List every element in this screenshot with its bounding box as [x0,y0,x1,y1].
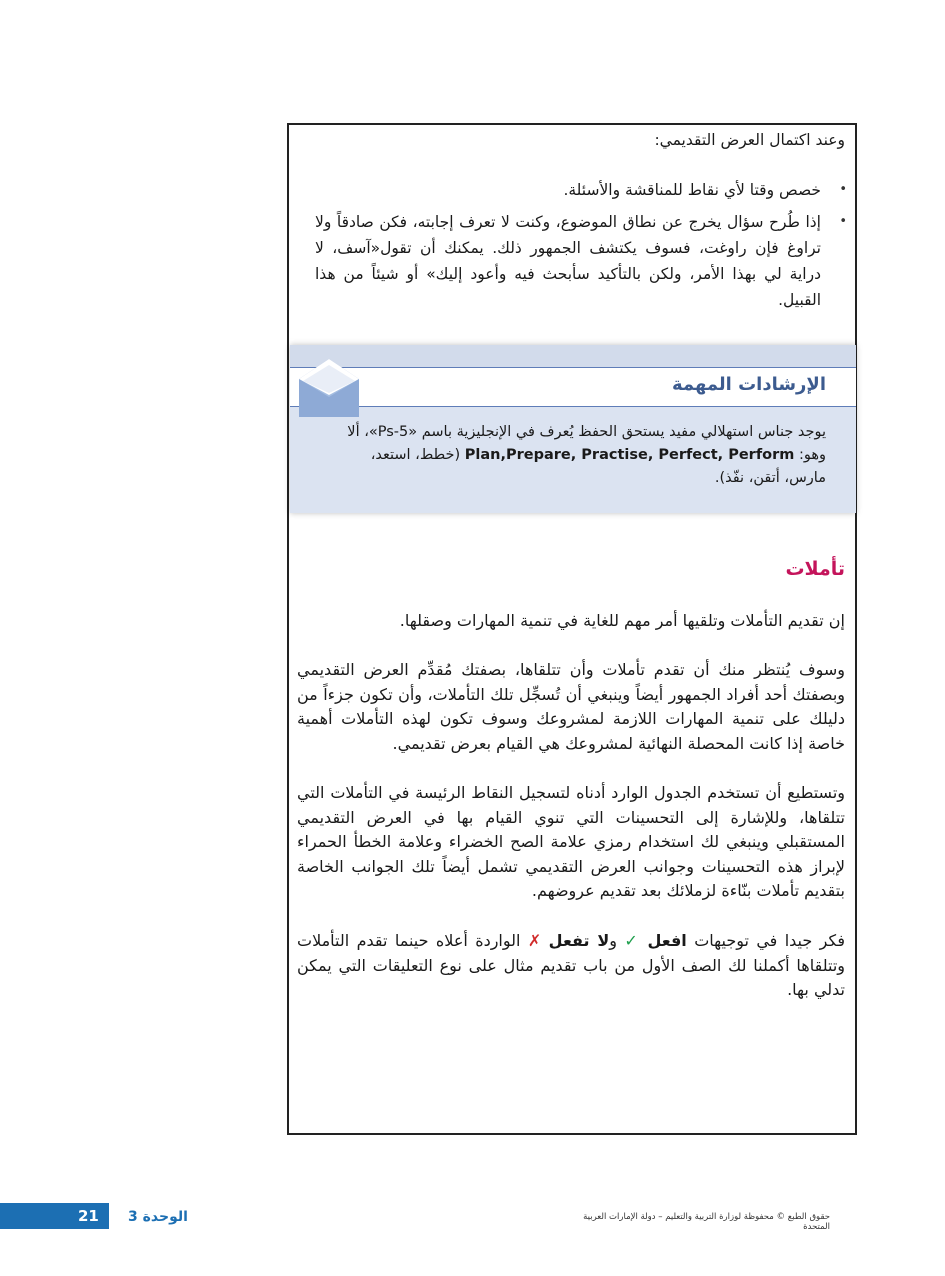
envelope-icon [297,357,361,419]
dont-label: لا تفعل [548,931,610,950]
list-item: • إذا طُرح سؤال يخرج عن نطاق الموضوع، وكنت لا تعرف إجابته، فكن صادقاً ولا تراوغ فإن راوغت، فسوف يكتشف الجمهور ذلك. يمكنك أن تقول«آسف، لا دراية لي بهذا الأمر، ولكن بالتأكيد سأبحث فيه وأعود إليك» أو شيئاً من هذا القبيل. [315,209,833,313]
copyright-notice: حقوق الطبع © محفوظة لوزارة التربية والتعليم – دولة الإمارات العربية المتحدة [583,1212,830,1232]
tip-body-line1: يوجد جناس استهلالي مفيد يستحق الحفظ يُعرف في الإنجليزية باسم «Ps-5»، ألا وهو: [347,424,826,463]
tip-top-band [290,345,856,367]
para4-lead: فكر جيدا في توجيهات [694,931,845,950]
tip-body [326,421,826,490]
para4-tail: الواردة أعلاه حينما تقدم التأملات وتتلقاها أكملنا لك الصف الأول من باب تقديم مثال على نوع التعليقات التي يمكن تدلي بها. [297,931,845,999]
list-item: • خصص وقتا لأي نقاط للمناقشة والأسئلة. [315,177,833,203]
do-label: افعل [647,931,687,950]
cross-icon: ✗ [527,931,542,950]
important-tips-box [290,345,856,513]
tip-body-line2: (خطط، استعد، مارس، أتقن، نفّذ). [370,447,826,486]
tip-title: الإرشادات المهمة [671,374,826,395]
reflections-paragraph-4 [297,929,845,1003]
intro-heading: وعند اكتمال العرض التقديمي: [654,131,845,149]
reflections-paragraph-2: وسوف يُنتظر منك أن تقدم تأملات وأن تتلقاها، بصفتك مُقدِّم العرض التقديمي وبصفتك أحد أفراد الجمهور أيضاً وينبغي أن تُسجِّل تلك التأملات، وأن تكون جزءاً من دليلك على تنمية المهارات اللازمة لمشروعك وسوف تكون لهذه التأملات أهمية خاصة إذا كانت المحصلة النهائية لمشروعك هي القيام بعرض تقديمي. [297,660,845,753]
tip-english-terms: Plan,Prepare, Practise, Perfect, Perform [464,447,795,463]
check-icon: ✓ [624,931,641,950]
reflections-heading: تأملات [785,558,845,580]
and-word: و [609,931,618,950]
intro-bullet-list [315,177,833,319]
page-number: 21 [78,1207,99,1225]
reflections-paragraph-3: وتستطيع أن تستخدم الجدول الوارد أدناه لتسجيل النقاط الرئيسة في التأملات التي تتلقاها، وللإشارة إلى التحسينات التي تنوي القيام بها في العرض التقديمي المستقبلي وينبغي لك استخدام رمزي علامة الصح الخضراء وعلامة الخطأ الحمراء لإبراز هذه التحسينات وجوانب العرض التقديمي تشمل أيضاً تلك الجوانب الخاصة بتقديم تأملات بنّاءة لزملائك بعد تقديم عروضهم. [297,783,845,900]
unit-label: الوحدة 3 [128,1209,188,1225]
reflections-paragraph-1: إن تقديم التأملات وتلقيها أمر مهم للغاية في تنمية المهارات وصقلها. [399,611,845,630]
